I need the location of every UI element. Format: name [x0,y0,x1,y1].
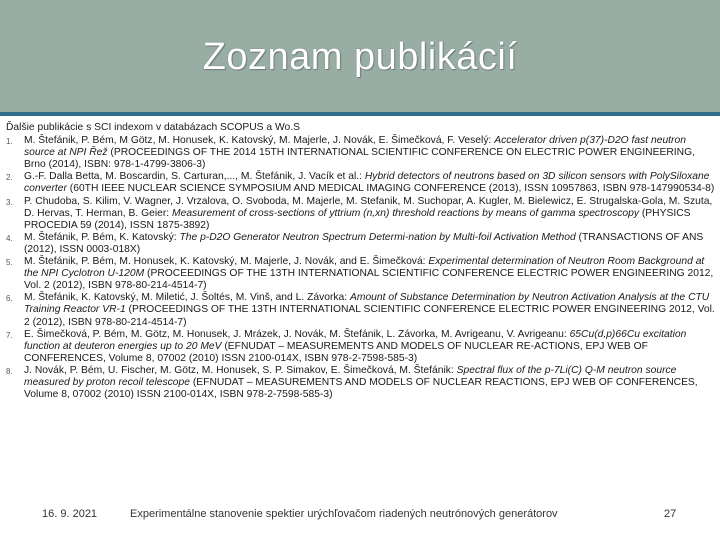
publication-source: (PROCEEDINGS OF THE 13TH INTERNATIONAL SCIENTIFIC CONFERENCE ELECTRIC POWER ENGINEERING 2012, Vol. 2 (2012), ISBN 978-80-214-4514-7) [24,268,714,292]
publication-item [6,365,716,401]
publication-list [6,135,716,401]
slide-title: Zoznam publikácií [202,36,518,78]
publication-source: (EFNUDAT – MEASUREMENTS AND MODELS OF NUCLEAR RE-ACTIONS, EPJ WEB OF CONFERENCES, Volume 8, 07002 (2010) ISSN 2100-014X, ISBN 978-2-7598-585-3) [24,340,648,364]
publication-authors: G.-F. Dalla Betta, M. Boscardin, S. Carturan,..., M. Štefánik, J. Vacík et al.: [24,171,365,183]
publication-authors: J. Novák, P. Bém, U. Fischer, M. Götz, M. Honusek, S. P. Simakov, E. Šimečková, M. Štefánik: [24,364,457,376]
publication-title: Spectral flux of the p-7Li(C) Q-M neutron source measured by proton recoil telescope [24,364,677,388]
item-number: 3. [6,197,13,207]
publication-authors: M. Štefánik, P. Bém, M. Honusek, K. Katovský, M. Majerle, J. Novák, and E. Šimečková: [24,256,429,268]
publication-authors: M. Štefánik, K. Katovský, M. Miletić, J. Šoltés, M. Vinš, and L. Závorka: [24,292,350,304]
publication-item [6,292,716,328]
page-number: 27 [664,508,677,520]
publication-item [6,135,716,171]
publication-title: Accelerator driven p(37)-D2O fast neutron source at NPI Řež [24,135,686,159]
publication-title: Measurement of cross-sections of yttrium (n,xn) threshold reactions by means of gamma spectroscopy [172,207,639,219]
title-divider [0,112,720,116]
item-number: 4. [6,233,13,243]
footer-date: 16. 9. 2021 [42,508,98,520]
footer-title: Experimentálne stanovenie spektier urýchľovačom riadených neutrónových generátorov [130,508,558,520]
publication-source: (PHYSICS PROCEDIA 59 (2014), ISSN 1875-3892) [24,207,691,231]
item-number: 5. [6,258,13,268]
item-number: 2. [6,173,13,183]
slide-footer [0,508,720,522]
item-number: 6. [6,294,13,304]
publication-item [6,329,716,365]
publication-authors: M. Štefánik, P. Bém, M Götz, M. Honusek, K. Katovský, M. Majerle, J. Novák, E. Šimečková, F. Veselý: [24,135,495,147]
intro-heading: Ďalšie publikácie s SCI indexom v databázach SCOPUS a Wo.S [6,122,300,133]
item-number: 7. [6,330,13,340]
publication-item [6,196,716,232]
publication-source: (PROCEEDINGS OF THE 2014 15TH INTERNATIONAL SCIENTIFIC CONFERENCE ON ELECTRIC POWER ENGINEERING, Brno (2014), ISBN: 978-1-4799-3806-3) [24,147,695,171]
publication-item [6,232,716,256]
publication-authors: E. Šimečková, P. Bém, M. Götz, M. Honusek, J. Mrázek, J. Novák, M. Štefánik, L. Závorka, M. Avrigeanu, V. Avrigeanu: [24,328,570,340]
publication-title: Amount of Substance Determination by Neutron Activation Analysis at the CTU Training Reactor VR-1 [24,292,710,316]
publication-title: 65Cu(d,p)66Cu excitation function at deuteron energies up to 20 MeV [24,328,687,352]
publication-title: Experimental determination of Neutron Room Background at the NPI Cyclotron U-120M [24,256,705,280]
publication-source: (PROCEEDINGS OF THE 13TH INTERNATIONAL SCIENTIFIC CONFERENCE ELECTRIC POWER ENGINEERING 2012, Vol. 2 (2012), ISBN 978-80-214-4514-7) [24,304,715,328]
publication-item [6,171,716,195]
publication-item [6,256,716,292]
publication-authors: P. Chudoba, S. Kilim, V. Wagner, J. Vrzalova, O. Svoboda, M. Majerle, M. Stefanik, M. Suchopar, A. Kugler, M. Bielewicz, E. Strugalska-Gola, M. Szuta, D. Hervas, T. Herman, B. Geier: [24,195,713,219]
publication-source: (TRANSACTIONS OF ANS (2012), ISSN 0003-018X) [24,231,704,255]
item-number: 8. [6,366,13,376]
publication-source: (60TH IEEE NUCLEAR SCIENCE SYMPOSIUM AND MEDICAL IMAGING CONFERENCE (2013), ISSN 10957863, ISBN 978-147990534-8) [66,183,715,195]
publication-authors: M. Štefánik, P. Bém, K. Katovský: [24,231,180,243]
publication-source: (EFNUDAT – MEASUREMENTS AND MODELS OF NUCLEAR REACTIONS, EPJ WEB OF CONFERENCES, Volume 8, 07002 (2010) ISSN 2100-014X, ISBN 978-2-7598-585-3) [24,376,698,401]
publication-title: The p-D2O Generator Neutron Spectrum Determi-nation by Multi-foil Activation Method [179,231,576,243]
item-number: 1. [6,137,13,147]
slide-content [6,122,716,401]
publication-title: Hybrid detectors of neutrons based on 3D silicon sensors with PolySiloxane converter [24,171,710,195]
